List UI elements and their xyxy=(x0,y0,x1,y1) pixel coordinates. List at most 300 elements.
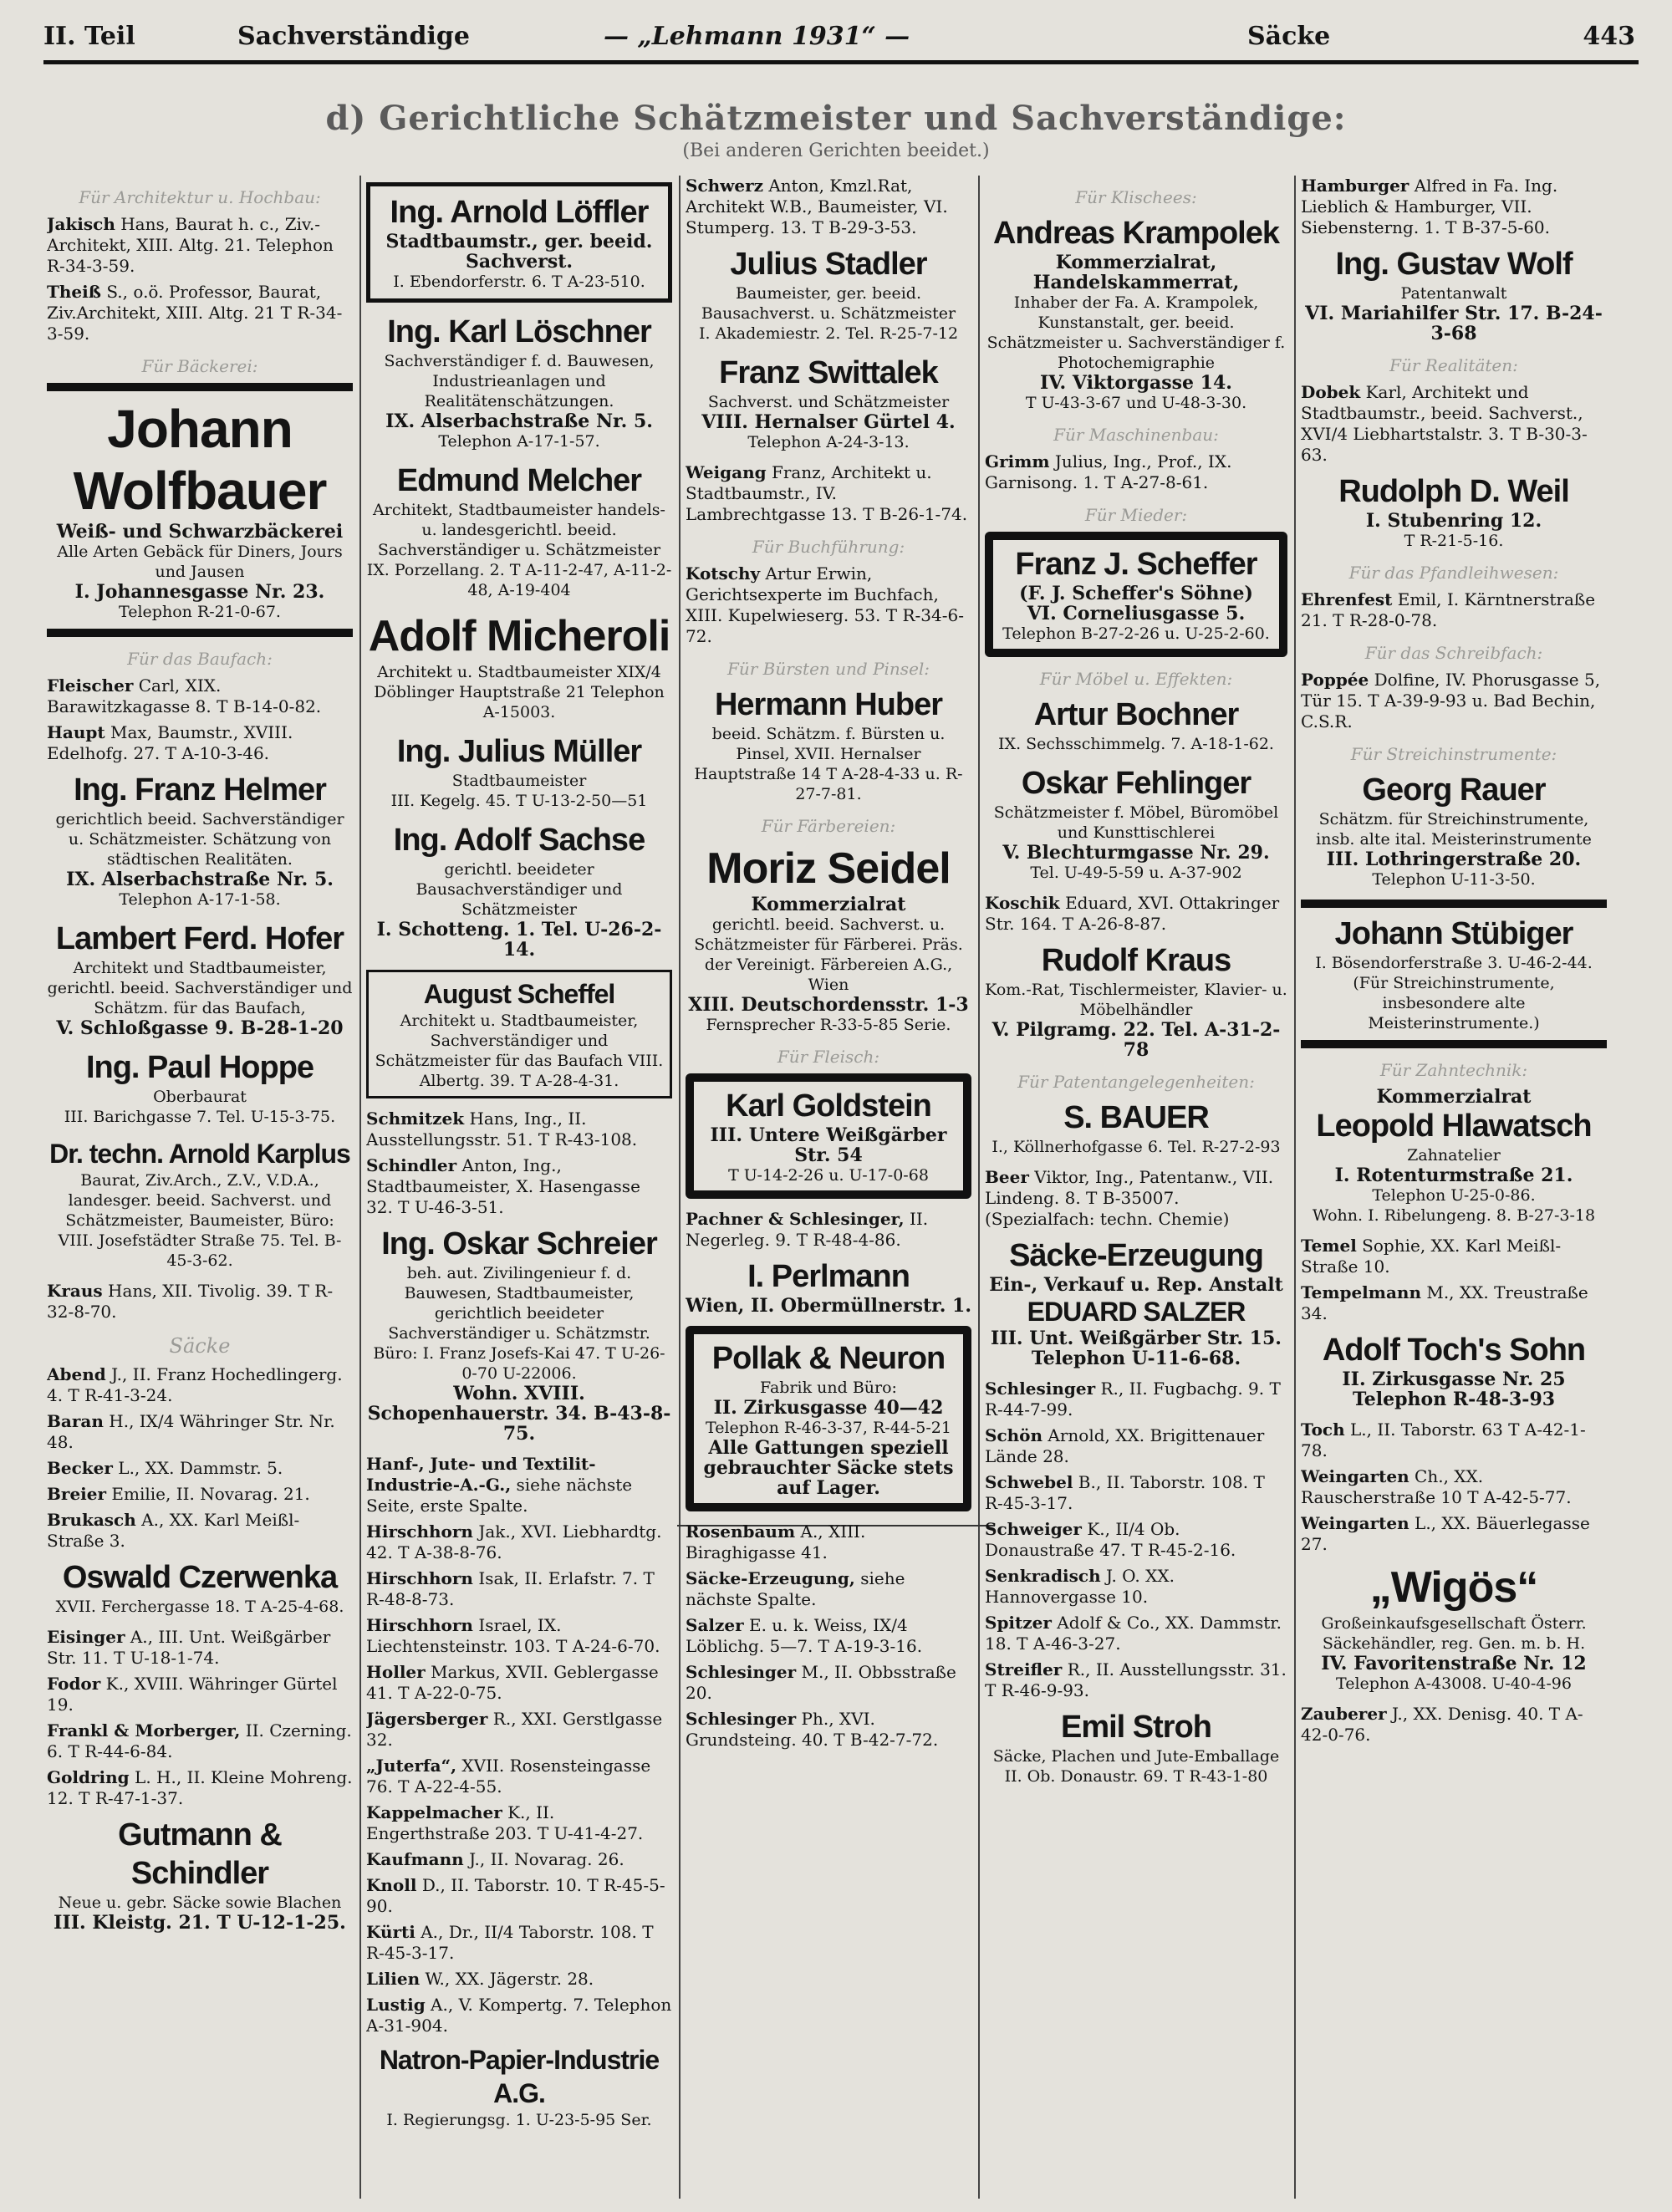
advertisement-line: Kommerzialrat xyxy=(1376,1086,1532,1108)
advertisement-line: III. Barichgasse 7. Tel. U-15-3-75. xyxy=(64,1108,336,1126)
listing-name: Poppée xyxy=(1301,670,1369,690)
category-heading: Für das Baufach: xyxy=(127,649,273,669)
listing-name: Holler xyxy=(366,1662,426,1682)
listing-entry xyxy=(47,1627,353,1669)
listing-entry xyxy=(366,1109,672,1150)
advertisement-block xyxy=(686,245,971,344)
advertiser-name: Lambert Ferd. Hofer xyxy=(55,921,344,956)
listing-details: J., II. Novarag. 26. xyxy=(469,1849,624,1869)
listing-entry xyxy=(686,462,971,525)
category-heading: Für Bürsten und Pinsel: xyxy=(726,659,930,679)
listing-entry xyxy=(686,563,971,647)
advertiser-name: Pollak & Neuron xyxy=(711,1341,946,1376)
column-divider xyxy=(978,176,980,2199)
listing-entry xyxy=(47,1510,353,1552)
advertiser-name: Artur Bochner xyxy=(1033,697,1239,732)
advertiser-name: Moriz Seidel xyxy=(706,844,951,893)
advertisement-block xyxy=(366,313,672,451)
listing-name: Abend xyxy=(47,1364,106,1384)
advertisement-line: IV. Viktorgasse 14. xyxy=(1040,372,1232,394)
listing-details: siehe nächste Spalte. xyxy=(686,1568,905,1609)
listing-name: Kaufmann xyxy=(366,1849,464,1869)
advertisement-line: Telephon U-11-6-68. xyxy=(1031,1348,1241,1369)
advertisement-block xyxy=(985,941,1287,1060)
listing-details: Ch., XX. Rauscherstraße 10 T A-42-5-77. xyxy=(1301,1466,1572,1507)
listing-details: K., II/4 Ob. Donaustraße 47. T R-45-2-16. xyxy=(985,1519,1236,1560)
listing-details: Adolf & Co., XX. Dammstr. 18. T A-46-3-27. xyxy=(985,1613,1282,1654)
advertisement-block xyxy=(47,771,353,910)
advertisement-line: I. Stubenring 12. xyxy=(1365,510,1542,532)
category-heading: Für Fleisch: xyxy=(777,1047,880,1067)
category-heading: Für Bäckerei: xyxy=(141,356,258,376)
advertiser-name: „Wigös“ xyxy=(1369,1563,1538,1612)
listing-name: Brukasch xyxy=(47,1510,136,1530)
listing-details: Max, Baumstr., XVIII. Edelhofg. 27. T A-10-3-46. xyxy=(47,722,293,763)
listing-details: A., XIII. Biraghigasse 41. xyxy=(686,1521,866,1562)
listing-details: Emilie, II. Novarag. 21. xyxy=(111,1484,310,1504)
listing-details: Jak., XVI. Liebhardtg. 42. T A-38-8-76. xyxy=(366,1521,662,1562)
advertisement-line: Telephon R-46-3-37, R-44-5-21 xyxy=(706,1419,951,1437)
column-5 xyxy=(1301,176,1607,2199)
advertisement-line: I. Regierungsg. 1. U-23-5-95 Ser. xyxy=(386,2111,652,2129)
advertisement-block xyxy=(366,182,672,303)
advertisement-block xyxy=(47,1137,353,1271)
advertisement-line: I. Rotenturmstraße 21. xyxy=(1334,1165,1573,1186)
advertisement-line: Zahnatelier xyxy=(1407,1146,1501,1165)
advertisement-block xyxy=(985,696,1287,754)
listing-details: Viktor, Ing., Patentanw., VII. Lindeng. 8. T B-35007. (Spezialfach: techn. Chemie) xyxy=(985,1167,1274,1229)
listing-entry xyxy=(47,1484,353,1505)
listing-name: Weingarten xyxy=(1301,1513,1409,1533)
listing-name: Jägersberger xyxy=(366,1709,488,1729)
listing-name: Temel xyxy=(1301,1236,1357,1256)
listing-name: Schmitzek xyxy=(366,1109,465,1129)
advertisement-block xyxy=(1301,900,1607,1048)
listing-name: Lilien xyxy=(366,1969,421,1989)
category-heading: Für das Schreibfach: xyxy=(1364,643,1543,663)
listing-entry xyxy=(366,1155,672,1218)
advertiser-name: Ing. Oskar Schreier xyxy=(381,1226,657,1261)
listing-entry xyxy=(1301,1466,1607,1508)
advertiser-name: Julius Stadler xyxy=(730,247,927,282)
listing-entry xyxy=(47,1411,353,1453)
advertisement-block xyxy=(686,354,971,452)
advertisement-line: Alle Arten Gebäck für Diners, Jours und Jausen xyxy=(57,543,343,581)
advertisement-line: II. Ob. Donaustr. 69. T R-43-1-80 xyxy=(1004,1767,1268,1786)
listing-entry xyxy=(985,1519,1287,1561)
advertisement-block xyxy=(1301,1331,1607,1409)
listing-entry xyxy=(366,1849,672,1870)
listing-name: Hirschhorn xyxy=(366,1568,473,1588)
advertisement-block xyxy=(1301,1562,1607,1694)
advertisement-block xyxy=(1301,245,1607,344)
listing-details: Hans, Ing., II. Ausstellungsstr. 51. T R-43-108. xyxy=(366,1109,638,1149)
listing-entry xyxy=(47,1674,353,1715)
listing-details: K., XVIII. Währinger Gürtel 19. xyxy=(47,1674,338,1715)
advertiser-name: Hermann Huber xyxy=(714,687,943,722)
section-title: d) Gerichtliche Schätzmeister und Sachverständige: xyxy=(325,99,1347,138)
listing-entry xyxy=(366,1922,672,1964)
page-number: 443 xyxy=(1583,22,1635,51)
listing-details: siehe nächste Seite, erste Spalte. xyxy=(366,1475,633,1516)
listing-name: Tempelmann xyxy=(1301,1282,1421,1302)
advertisement-line: Sachverst. und Schätzmeister xyxy=(707,393,950,411)
advertisement-block xyxy=(47,383,353,637)
listing-name: Schweiger xyxy=(985,1519,1082,1539)
listing-details: A., Dr., II/4 Taborstr. 108. T R-45-3-17. xyxy=(366,1922,654,1963)
listing-details: A., III. Unt. Weißgärber Str. 11. T U-18-1-74. xyxy=(47,1627,331,1668)
advertisement-line: Kommerzialrat, Handelskammerrat, xyxy=(1032,252,1240,293)
listing-details: L., XX. Dammstr. 5. xyxy=(118,1458,283,1478)
listing-details: Artur Erwin, Gerichtsexperte im Buchfach, XIII. Kupelwieserg. 53. T R-34-6-72. xyxy=(686,563,964,646)
advertisement-line: V. Blechturmgasse Nr. 29. xyxy=(1002,842,1270,864)
advertisement-line: III. Kleistg. 21. T U-12-1-25. xyxy=(54,1912,346,1934)
advertisement-line: Schätzm. für Streichinstrumente, insb. alte ital. Meisterinstrumente xyxy=(1316,810,1592,849)
listing-entry xyxy=(366,1615,672,1657)
advertiser-name: Gutmann & Schindler xyxy=(118,1817,282,1891)
advertisement-line: IX. Alserbachstraße Nr. 5. xyxy=(385,410,653,432)
advertisement-line: I. Akademiestr. 2. Tel. R-25-7-12 xyxy=(698,324,959,343)
listing-details: K., II. Engerthstraße 203. T U-41-4-27. xyxy=(366,1802,644,1843)
advertisement-line: Telephon A-24-3-13. xyxy=(747,433,910,451)
listing-name: Schlesinger xyxy=(985,1379,1096,1399)
advertiser-name: Oskar Fehlinger xyxy=(1021,766,1251,801)
listing-name: Hirschhorn xyxy=(366,1615,473,1635)
advertisement-line: Fernsprecher R-33-5-85 Serie. xyxy=(706,1016,951,1034)
advertisement-line: Alle Gattungen speziell gebrauchter Säcke stets auf Lager. xyxy=(703,1437,954,1499)
category-heading: Säcke xyxy=(169,1334,231,1358)
listing-name: Hamburger xyxy=(1301,176,1409,196)
advertiser-name: Johann Stübiger xyxy=(1334,916,1573,951)
listing-name: Weingarten xyxy=(1301,1466,1409,1486)
advertiser-name: S. BAUER xyxy=(1063,1100,1209,1135)
listing-name: Eisinger xyxy=(47,1627,125,1647)
advertisement-line: (F. J. Scheffer's Söhne) xyxy=(1019,583,1253,604)
advertiser-name: Säcke-Erzeugung xyxy=(1009,1238,1263,1273)
advertisement-block xyxy=(985,214,1287,413)
advertiser-name: EDUARD SALZER xyxy=(1027,1297,1246,1327)
listing-name: Baran xyxy=(47,1411,104,1431)
listing-details: Dolfine, IV. Phorusgasse 5, Tür 15. T A-39-9-93 u. Bad Bechin, C.S.R. xyxy=(1301,670,1601,731)
advertisement-line: VIII. Hernalser Gürtel 4. xyxy=(701,411,956,433)
listing-name: Zauberer xyxy=(1301,1704,1387,1724)
listing-entry xyxy=(985,1659,1287,1701)
advertisement-line: XIII. Deutschordensstr. 1-3 xyxy=(688,994,969,1016)
listing-details: Hans, XII. Tivolig. 39. T R-32-8-70. xyxy=(47,1281,334,1322)
listing-entry xyxy=(47,1364,353,1406)
listing-details: Hans, Baurat h. c., Ziv.-Architekt, XIII. Altg. 21. Telephon R-34-3-59. xyxy=(47,214,334,276)
advertisement-block xyxy=(1301,1087,1607,1226)
advertisement-block xyxy=(47,1816,353,1933)
advertisement-block xyxy=(1301,472,1607,551)
listing-name: Fleischer xyxy=(47,675,134,696)
advertisement-line: T U-14-2-26 u. U-17-0-68 xyxy=(728,1166,929,1185)
advertiser-name: Georg Rauer xyxy=(1362,772,1546,808)
advertisement-line: I., Köllnerhofgasse 6. Tel. R-27-2-93 xyxy=(991,1138,1281,1156)
listing-entry xyxy=(985,1425,1287,1467)
listing-name: Kappelmacher xyxy=(366,1802,502,1822)
advertisement-line: Kom.-Rat, Tischlermeister, Klavier- u. Möbelhändler xyxy=(985,981,1287,1019)
listing-details: E. u. k. Weiss, IX/4 Löblichg. 5—7. T A-19-3-16. xyxy=(686,1615,923,1656)
advertisement-line: T U-43-3-67 und U-48-3-30. xyxy=(1025,394,1247,412)
advertiser-name: Dr. techn. Arnold Karplus xyxy=(49,1139,350,1169)
advertiser-name: Rudolph D. Weil xyxy=(1338,474,1569,509)
advertisement-block xyxy=(366,610,672,722)
advertisement-line: beeid. Schätzm. f. Bürsten u. Pinsel, XVII. Hernalser Hauptstraße 14 T A-28-4-33 u. R-27-7-81. xyxy=(694,725,963,803)
listing-entry xyxy=(686,1709,971,1751)
advertisement-line: Telephon U-11-3-50. xyxy=(1372,870,1536,889)
listing-name: Säcke-Erzeugung, xyxy=(686,1568,855,1588)
advertisement-line: I. Schotteng. 1. Tel. U-26-2-14. xyxy=(376,919,662,961)
listing-entry xyxy=(47,1458,353,1479)
advertiser-name: August Scheffel xyxy=(423,979,615,1009)
listing-name: „Juterfa“, xyxy=(366,1756,457,1776)
listing-name: Schwebel xyxy=(985,1472,1073,1492)
listing-entry xyxy=(1301,1704,1607,1746)
advertisement-line: Telephon A-17-1-57. xyxy=(438,432,600,451)
advertisement-line: XVII. Ferchergasse 18. T A-25-4-68. xyxy=(55,1598,344,1616)
header-section: Sachverständige xyxy=(237,22,470,51)
advertiser-name: Johann Wolfbauer xyxy=(73,399,327,521)
category-heading: Für Mieder: xyxy=(1084,505,1188,525)
listing-name: Hirschhorn xyxy=(366,1521,473,1542)
listing-entry xyxy=(686,1662,971,1704)
advertisement-line: Weiß- und Schwarzbäckerei xyxy=(56,521,344,543)
advertisement-block xyxy=(686,1073,971,1199)
listing-details: XVII. Rosensteingasse 76. T A-22-4-55. xyxy=(366,1756,651,1797)
listing-entry xyxy=(985,1472,1287,1514)
listing-name: Becker xyxy=(47,1458,113,1478)
advertisement-block xyxy=(686,1257,971,1316)
advertisement-line: Telephon R-48-3-93 xyxy=(1352,1389,1556,1410)
listing-details: J., XX. Denisg. 40. T A-42-0-76. xyxy=(1301,1704,1583,1745)
listing-entry xyxy=(1301,589,1607,631)
listing-entry xyxy=(47,1767,353,1809)
advertisement-line: Baumeister, ger. beeid. Bausachverst. u. Schätzmeister xyxy=(701,284,956,323)
listing-name: Schön xyxy=(985,1425,1043,1445)
listing-details: J. O. XX. Hannovergasse 10. xyxy=(985,1566,1175,1607)
advertisement-line: III. Unt. Weißgärber Str. 15. xyxy=(991,1328,1282,1349)
listing-entry xyxy=(1301,670,1607,732)
advertisement-line: beh. aut. Zivilingenieur f. d. Bauwesen, Stadtbaumeister, gerichtlich beeideter Sachverständiger u. Schätzmstr. Büro: I. Franz Josefs-Kai 47. T U-26-0-70 U-22006. xyxy=(373,1264,665,1383)
advertiser-name: Ing. Gustav Wolf xyxy=(1335,247,1573,282)
category-heading: Für Zahntechnik: xyxy=(1379,1060,1528,1080)
listing-details: R., XXI. Gerstlgasse 32. xyxy=(366,1709,663,1750)
listing-name: Schlesinger xyxy=(686,1662,797,1682)
listing-name: Toch xyxy=(1301,1419,1345,1440)
listing-details: M., II. Obbsstraße 20. xyxy=(686,1662,956,1703)
listing-entry xyxy=(366,1521,672,1563)
listing-entry xyxy=(47,1720,353,1762)
advertisement-line: IV. Favoritenstraße Nr. 12 xyxy=(1321,1653,1587,1674)
listing-entry xyxy=(47,722,353,764)
listing-details: H., IX/4 Währinger Str. Nr. 48. xyxy=(47,1411,335,1452)
advertisement-line: V. Pilgramg. 22. Tel. A-31-2-78 xyxy=(991,1019,1281,1061)
listing-name: Goldring xyxy=(47,1767,130,1787)
listing-name: Senkradisch xyxy=(985,1566,1101,1586)
listing-details: D., II. Taborstr. 10. T R-45-5-90. xyxy=(366,1875,665,1916)
advertisement-line: Wohn. XVIII. Schopenhauerstr. 34. B-43-8-75. xyxy=(367,1383,671,1445)
listing-entry xyxy=(1301,1282,1607,1324)
advertiser-name: Ing. Paul Hoppe xyxy=(85,1050,314,1085)
listing-details: R., II. Ausstellungsstr. 31. T R-46-9-93. xyxy=(985,1659,1287,1700)
advertisement-block xyxy=(686,843,971,1035)
advertisement-line: IX. Sechsschimmelg. 7. A-18-1-62. xyxy=(998,735,1274,753)
advertisement-block xyxy=(47,920,353,1038)
listing-name: Pachner & Schlesinger, xyxy=(686,1209,905,1229)
listing-entry xyxy=(985,893,1287,935)
advertiser-name: Andreas Krampolek xyxy=(992,216,1279,251)
advertisement-line: Fabrik und Büro: xyxy=(760,1379,897,1397)
advertisement-line: Architekt und Stadtbaumeister, gerichtl. beeid. Sachverständiger und Schätzm. für das Baufach, xyxy=(47,959,353,1017)
advertisement-line: Wohn. I. Ribelungeng. 8. B-27-3-18 xyxy=(1312,1206,1596,1225)
advertisement-block xyxy=(985,1236,1287,1368)
advertiser-name: Ing. Arnold Löffler xyxy=(390,195,649,230)
advertisement-block xyxy=(47,1558,353,1617)
category-heading: Für Streichinstrumente: xyxy=(1350,744,1557,764)
category-heading: Für Möbel u. Effekten: xyxy=(1039,669,1233,689)
advertisement-block xyxy=(366,1225,672,1444)
advertiser-name: Ing. Adolf Sachse xyxy=(393,823,645,858)
advertiser-name: Edmund Melcher xyxy=(396,463,642,498)
advertisement-line: Telephon U-25-0-86. xyxy=(1372,1186,1536,1205)
listing-entry xyxy=(985,451,1287,493)
advertiser-name: I. Perlmann xyxy=(747,1259,910,1294)
listing-name: Salzer xyxy=(686,1615,744,1635)
listing-name: Hanf-, Jute- und Textilit-Industrie-A.-G., xyxy=(366,1454,596,1495)
advertisement-line: V. Schloßgasse 9. B-28-1-20 xyxy=(56,1017,344,1039)
listing-name: Koschik xyxy=(985,893,1060,913)
listing-entry xyxy=(47,1281,353,1323)
listing-name: Ehrenfest xyxy=(1301,589,1393,609)
listing-name: Spitzer xyxy=(985,1613,1052,1633)
advertisement-line: Wien, II. Obermüllnerstr. 1. xyxy=(686,1295,971,1317)
listing-name: Weigang xyxy=(686,462,767,482)
advertisement-block xyxy=(1301,771,1607,889)
listing-details: Carl, XIX. Barawitzkagasse 8. T B-14-0-82. xyxy=(47,675,322,716)
advertisement-line: Telephon A-17-1-58. xyxy=(119,890,281,909)
listing-details: Ph., XVI. Grundsteing. 40. T B-42-7-72. xyxy=(686,1709,939,1750)
advertiser-name: Adolf Toch's Sohn xyxy=(1322,1333,1586,1368)
listing-name: Knoll xyxy=(366,1875,417,1895)
listing-entry xyxy=(366,1875,672,1917)
listing-name: Jakisch xyxy=(47,214,115,234)
listing-entry xyxy=(1301,1236,1607,1277)
advertisement-line: Säcke, Plachen und Jute-Emballage xyxy=(992,1747,1280,1766)
listing-entry xyxy=(366,1969,672,1990)
advertiser-name: Franz J. Scheffer xyxy=(1015,547,1257,582)
listing-details: Arnold, XX. Brigittenauer Lände 28. xyxy=(985,1425,1265,1466)
listing-entry xyxy=(366,1454,672,1516)
advertisement-line: Architekt u. Stadtbaumeister, Sachverständiger und Schätzmeister für das Baufach VIII. Albertg. 39. T A-28-4-31. xyxy=(375,1012,664,1090)
listing-name: Fodor xyxy=(47,1674,101,1694)
header-publication: — „Lehmann 1931“ — xyxy=(604,22,910,51)
advertisement-line: Telephon R-21-0-67. xyxy=(119,603,281,621)
listing-name: Kürti xyxy=(366,1922,415,1942)
column-4 xyxy=(985,176,1287,2199)
listing-entry xyxy=(366,1756,672,1797)
listing-details: Anton, Kmzl.Rat, Architekt W.B., Baumeister, VI. Stumperg. 13. T B-29-3-53. xyxy=(686,176,948,237)
category-heading: Für Maschinenbau: xyxy=(1053,425,1219,445)
advertisement-line: I. Johannesgasse Nr. 23. xyxy=(74,581,325,603)
listing-entry xyxy=(366,1995,672,2036)
listing-name: Streifler xyxy=(985,1659,1063,1679)
listing-name: Theiß xyxy=(47,282,101,302)
listing-entry xyxy=(686,1521,971,1563)
listing-entry xyxy=(1301,382,1607,466)
category-heading: Für Patentangelegenheiten: xyxy=(1017,1072,1255,1092)
advertiser-name: Franz Swittalek xyxy=(719,355,938,390)
advertiser-name: Ing. Karl Löschner xyxy=(387,314,651,349)
advertisement-line: gerichtl. beeideter Bausachverständiger und Schätzmeister xyxy=(415,860,623,919)
advertisement-line: I. Ebendorferstr. 6. T A-23-510. xyxy=(393,273,645,291)
listing-entry xyxy=(366,1709,672,1751)
category-heading: Für Buchführung: xyxy=(752,537,905,557)
advertiser-name: Adolf Micheroli xyxy=(368,612,670,660)
listing-details: A., XX. Karl Meißl-Straße 3. xyxy=(47,1510,300,1551)
listing-name: Schindler xyxy=(366,1155,457,1175)
advertiser-name: Ing. Franz Helmer xyxy=(74,772,326,808)
section-subtitle: (Bei anderen Gerichten beeidet.) xyxy=(682,140,990,161)
listing-name: Dobek xyxy=(1301,382,1361,402)
listing-details: Markus, XVII. Geblergasse 41. T A-22-0-75. xyxy=(366,1662,659,1703)
advertiser-name: Karl Goldstein xyxy=(726,1088,931,1124)
advertisement-line: Tel. U-49-5-59 u. A-37-902 xyxy=(1030,864,1242,882)
column-1 xyxy=(47,176,353,2199)
advertisement-line: Schätzmeister f. Möbel, Büromöbel und Kunsttischlerei xyxy=(993,803,1279,842)
listing-name: Schwerz xyxy=(686,176,763,196)
advertisement-block xyxy=(366,821,672,960)
advertisement-block xyxy=(366,970,672,1098)
advertisement-block xyxy=(985,532,1287,657)
advertisement-line: Stadtbaumeister xyxy=(451,772,587,790)
advertisement-block xyxy=(686,686,971,804)
advertisement-line: T R-21-5-16. xyxy=(1404,532,1504,550)
listing-name: Frankl & Morberger, xyxy=(47,1720,241,1741)
listing-details: L., II. Taborstr. 63 T A-42-1-78. xyxy=(1301,1419,1586,1460)
advertisement-line: Patentanwalt xyxy=(1400,284,1507,303)
advertisement-line: I. Bösendorferstraße 3. U-46-2-44. xyxy=(1315,954,1593,972)
listing-details: Sophie, XX. Karl Meißl-Straße 10. xyxy=(1301,1236,1562,1277)
advertisement-line: VI. Corneliusgasse 5. xyxy=(1027,603,1246,624)
advertisement-block xyxy=(366,2043,672,2130)
listing-entry xyxy=(686,1568,971,1610)
listing-details: M., XX. Treustraße 34. xyxy=(1301,1282,1588,1323)
listing-details: R., II. Fugbachg. 9. T R-44-7-99. xyxy=(985,1379,1281,1419)
advertisement-line: Oberbaurat xyxy=(153,1088,247,1106)
advertisement-block xyxy=(686,1326,971,1511)
advertisement-block xyxy=(366,732,672,811)
listing-name: Kotschy xyxy=(686,563,761,584)
listing-entry xyxy=(366,1568,672,1610)
listing-entry xyxy=(366,1802,672,1844)
listing-entry xyxy=(686,1209,971,1251)
listing-entry xyxy=(686,176,971,238)
category-heading: Für Färbereien: xyxy=(761,816,896,836)
listing-details: Karl, Architekt und Stadtbaumstr., beeid. Sachverst., XVI/4 Liebhartstalstr. 3. T B-30-3-63. xyxy=(1301,382,1588,465)
listing-details: II. Negerleg. 9. T R-48-4-86. xyxy=(686,1209,929,1250)
advertisement-line: III. Lothringerstraße 20. xyxy=(1326,849,1582,870)
advertisement-block xyxy=(985,1098,1287,1157)
listing-details: Franz, Architekt u. Stadtbaumstr., IV. Lambrechtgasse 13. T B-26-1-74. xyxy=(686,462,968,524)
listing-details: Israel, IX. Liechtensteinstr. 103. T A-24-6-70. xyxy=(366,1615,660,1656)
listing-details: B., II. Taborstr. 108. T R-45-3-17. xyxy=(985,1472,1265,1513)
advertisement-line: Großeinkaufsgesellschaft Österr. Säckehändler, reg. Gen. m. b. H. xyxy=(1321,1614,1587,1653)
advertisement-line: II. Zirkusgasse Nr. 25 xyxy=(1342,1368,1566,1390)
advertisement-line: VI. Mariahilfer Str. 17. B-24-3-68 xyxy=(1305,303,1603,344)
advertisement-line: IX. Alserbachstraße Nr. 5. xyxy=(66,869,334,890)
listing-details: A., V. Kompertg. 7. Telephon A-31-904. xyxy=(366,1995,672,2036)
